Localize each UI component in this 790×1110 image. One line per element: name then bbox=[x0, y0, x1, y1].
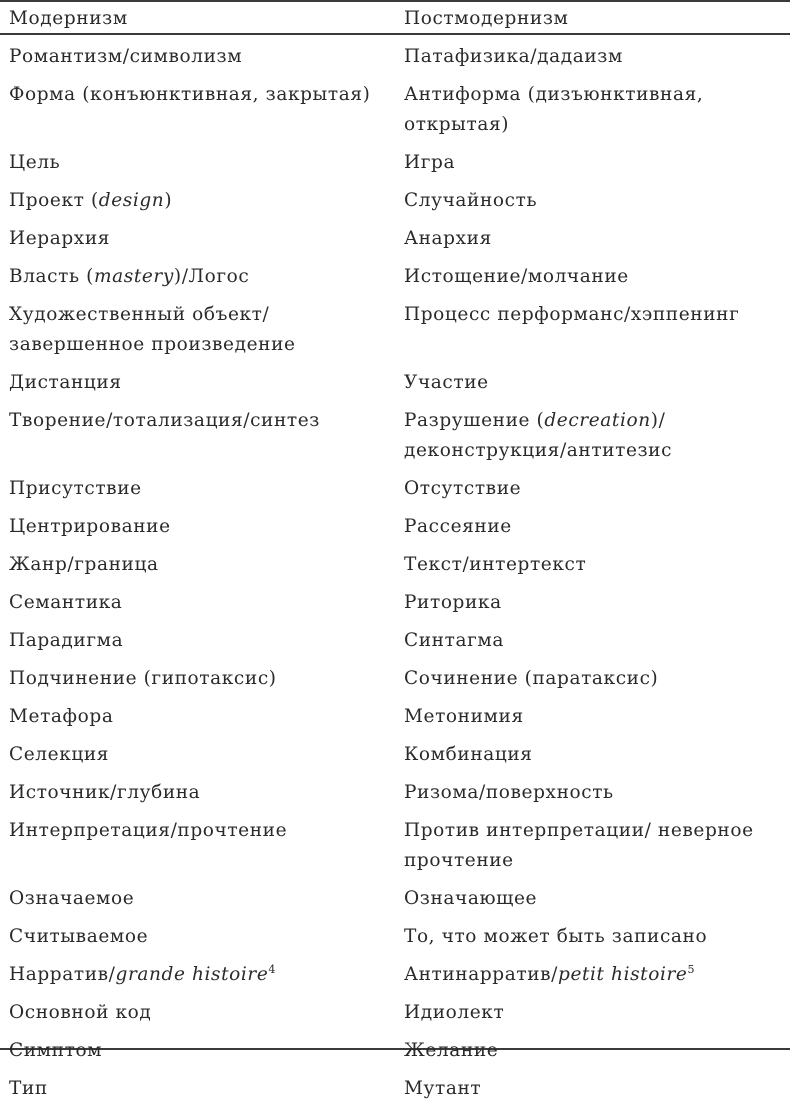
table-row bbox=[0, 548, 790, 586]
cell-postmodernism: Сочинение (паратаксис) bbox=[404, 668, 659, 689]
cell-postmodernism: Комбинация bbox=[404, 744, 533, 765]
cell-modernism: Художественный объект/ завершенное произведение bbox=[9, 304, 296, 355]
cell-modernism: Власть (mastery)/Логос bbox=[9, 266, 250, 287]
cell-modernism: Проект (design) bbox=[9, 190, 173, 211]
cell-postmodernism: Патафизика/дадаизм bbox=[404, 46, 623, 67]
table-row bbox=[0, 1072, 790, 1110]
cell-modernism: Означаемое bbox=[9, 888, 135, 909]
cell-postmodernism: Идиолект bbox=[404, 1002, 505, 1023]
table-row bbox=[0, 882, 790, 920]
cell-postmodernism: Разрушение (decreation)/ деконструкция/антитезис bbox=[404, 410, 673, 461]
cell-modernism: Творение/тотализация/синтез bbox=[9, 410, 320, 431]
table-row bbox=[0, 586, 790, 624]
cell-postmodernism: Рассеяние bbox=[404, 516, 512, 537]
table-row bbox=[0, 776, 790, 814]
table-body bbox=[0, 35, 790, 1110]
table-header bbox=[0, 2, 790, 35]
table-row bbox=[0, 184, 790, 222]
cell-postmodernism: Отсутствие bbox=[404, 478, 522, 499]
cell-modernism: Нарратив/grande histoire$^4$ bbox=[9, 962, 277, 985]
cell-modernism: Иерархия bbox=[9, 228, 111, 249]
table-row bbox=[0, 298, 790, 366]
table-row bbox=[0, 700, 790, 738]
cell-postmodernism: Процесс перформанс/хэппенинг bbox=[404, 304, 740, 325]
table-row bbox=[0, 260, 790, 298]
table-row bbox=[0, 1034, 790, 1072]
cell-modernism: Тип bbox=[9, 1078, 48, 1099]
cell-postmodernism: Метонимия bbox=[404, 706, 524, 727]
cell-modernism: Метафора bbox=[9, 706, 114, 727]
cell-modernism: Присутствие bbox=[9, 478, 142, 499]
cell-postmodernism: Антинарратив/petit histoire$^5$ bbox=[404, 962, 696, 985]
table-row bbox=[0, 78, 790, 146]
cell-postmodernism: Истощение/молчание bbox=[404, 266, 629, 287]
table-row bbox=[0, 404, 790, 472]
cell-modernism: Основной код bbox=[9, 1002, 152, 1023]
cell-postmodernism: Анархия bbox=[404, 228, 492, 249]
cell-postmodernism: Против интерпретации/ неверное прочтение bbox=[404, 820, 754, 871]
cell-postmodernism: Участие bbox=[404, 372, 489, 393]
cell-postmodernism: Синтагма bbox=[404, 630, 504, 651]
cell-modernism: Романтизм/символизм bbox=[9, 46, 243, 67]
table-row bbox=[0, 366, 790, 404]
cell-postmodernism: Желание bbox=[404, 1040, 499, 1061]
cell-modernism: Считываемое bbox=[9, 926, 149, 947]
cell-postmodernism: Риторика bbox=[404, 592, 502, 613]
table-row bbox=[0, 920, 790, 958]
table-row bbox=[0, 624, 790, 662]
cell-modernism: Семантика bbox=[9, 592, 123, 613]
cell-modernism: Жанр/граница bbox=[9, 554, 159, 575]
table-row bbox=[0, 146, 790, 184]
table-row bbox=[0, 510, 790, 548]
table-row bbox=[0, 662, 790, 700]
cell-modernism: Форма (конъюнктивная, закрытая) bbox=[9, 84, 371, 105]
table-row bbox=[0, 958, 790, 996]
table-row bbox=[0, 996, 790, 1034]
cell-postmodernism: Антиформа (дизъюнктивная, открытая) bbox=[404, 84, 704, 135]
cell-postmodernism: Текст/интертекст bbox=[404, 554, 587, 575]
header-modernism: Модернизм bbox=[9, 7, 128, 29]
table-row bbox=[0, 814, 790, 882]
cell-modernism: Подчинение (гипотаксис) bbox=[9, 668, 277, 689]
table-row bbox=[0, 738, 790, 776]
cell-modernism: Центрирование bbox=[9, 516, 171, 537]
cell-postmodernism: Мутант bbox=[404, 1078, 482, 1099]
cell-modernism: Источник/глубина bbox=[9, 782, 201, 803]
cell-postmodernism: Означающее bbox=[404, 888, 538, 909]
table-row bbox=[0, 222, 790, 260]
cell-postmodernism: Игра bbox=[404, 152, 456, 173]
cell-postmodernism: Ризома/поверхность bbox=[404, 782, 614, 803]
table-row bbox=[0, 472, 790, 510]
cell-modernism: Цель bbox=[9, 152, 61, 173]
cell-modernism: Парадигма bbox=[9, 630, 124, 651]
cell-modernism: Симптом bbox=[9, 1040, 103, 1061]
table-row bbox=[0, 40, 790, 78]
cell-modernism: Дистанция bbox=[9, 372, 122, 393]
cell-postmodernism: То, что может быть записано bbox=[404, 926, 708, 947]
cell-postmodernism: Случайность bbox=[404, 190, 538, 211]
cell-modernism: Селекция bbox=[9, 744, 110, 765]
header-postmodernism: Постмодернизм bbox=[404, 7, 569, 29]
cell-modernism: Интерпретация/прочтение bbox=[9, 820, 288, 841]
